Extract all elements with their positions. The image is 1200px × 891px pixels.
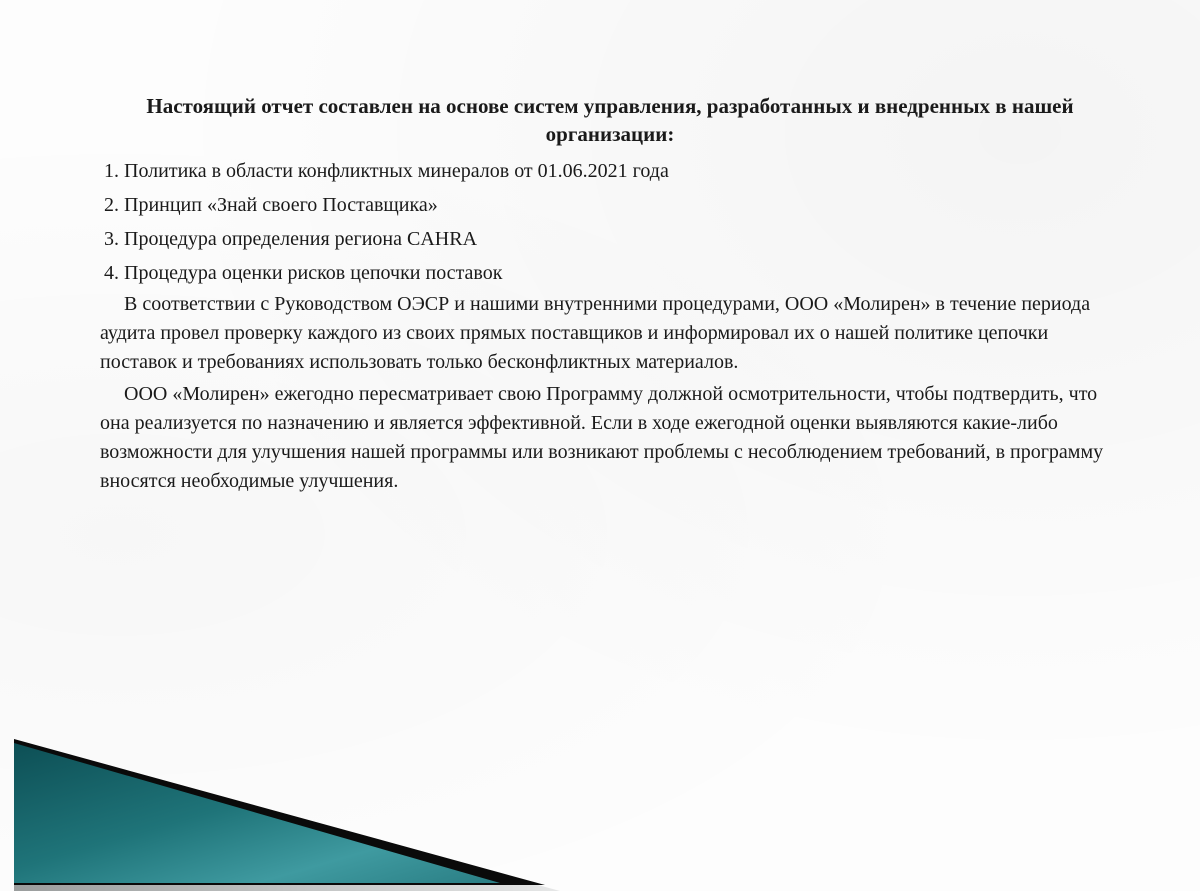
paragraph-annual-review: ООО «Молирен» ежегодно пересматривает свою Программу должной осмотрительности, чтобы подтвердить, что она реализуется по назначению и является эффективной. Если в ходе ежегодной оценки выявляются какие-либо возможности для улучшения нашей программы или возникают проблемы с несоблюдением требований, в программу вносятся необходимые улучшения. — [100, 383, 1104, 492]
list-item: 2. Принцип «Знай своего Поставщика» — [104, 194, 438, 216]
list-item: 1. Политика в области конфликтных минералов от 01.06.2021 года — [104, 160, 669, 182]
page-heading: Настоящий отчет составлен на основе систем управления, разработанных и внедренных в нашей организации: — [146, 94, 1074, 146]
list-item: 3. Процедура определения региона CAHRA — [104, 228, 478, 250]
management-systems-list — [104, 157, 669, 293]
list-item: 4. Процедура оценки рисков цепочки поставок — [104, 262, 503, 284]
corner-decoration — [0, 735, 560, 891]
teal-wedge — [14, 743, 500, 883]
paragraph-oecd-audit: В соответствии с Руководством ОЭСР и нашими внутренними процедурами, ООО «Молирен» в течение периода аудита провел проверку каждого из своих прямых поставщиков и информировал их о нашей политике цепочки поставок и требованиях использовать только бесконфликтных материалов. — [100, 293, 1091, 373]
